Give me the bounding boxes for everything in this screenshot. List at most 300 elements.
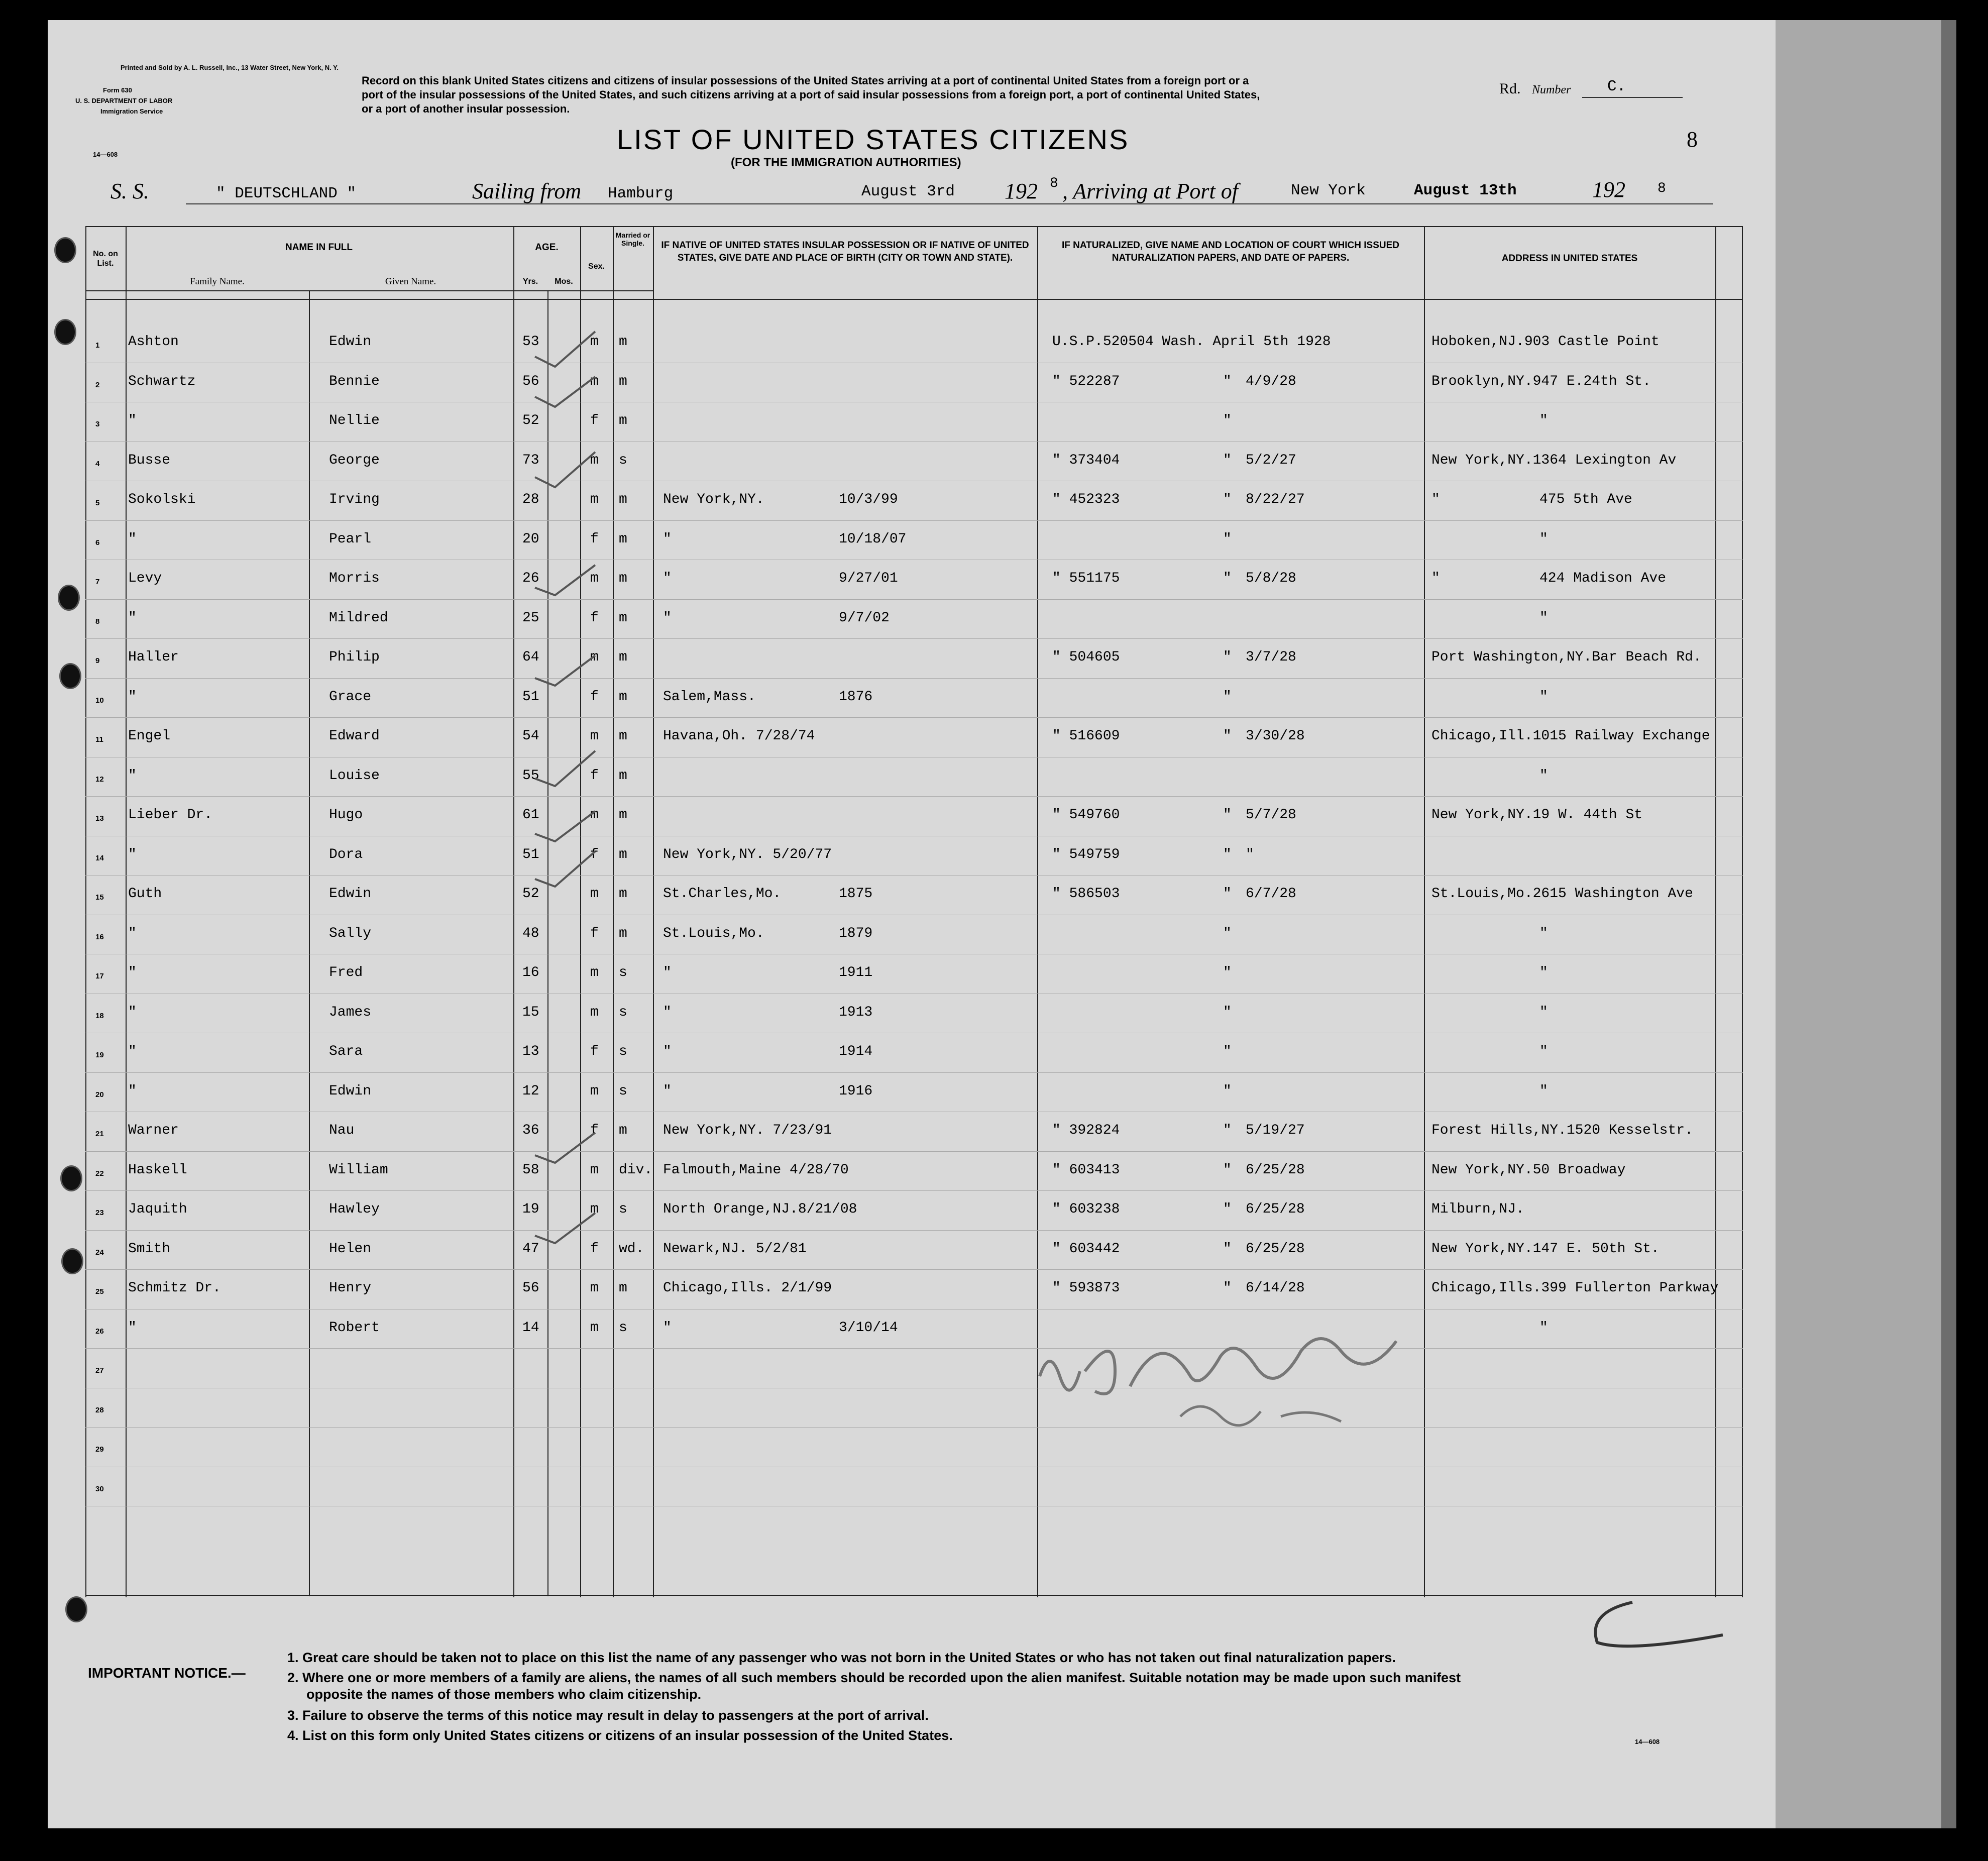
row-number: 27 xyxy=(95,1366,104,1375)
table-row xyxy=(85,561,1743,600)
marital-status: m xyxy=(619,689,627,705)
age-years: 52 xyxy=(522,886,539,902)
address-city: Brooklyn,NY.947 E.24th St. xyxy=(1431,373,1651,389)
binder-hole xyxy=(60,1165,82,1191)
given-name: Louise xyxy=(329,768,380,784)
row-rule xyxy=(85,1427,1743,1428)
departure-date: August 3rd xyxy=(861,183,955,200)
family-name: Levy xyxy=(128,571,162,586)
age-years: 16 xyxy=(522,965,539,980)
naturalization-date: 5/7/28 xyxy=(1246,807,1296,823)
table-row xyxy=(85,324,1743,364)
given-name: Sara xyxy=(329,1044,363,1059)
ship-name: " DEUTSCHLAND " xyxy=(216,185,357,202)
table-row xyxy=(85,1468,1743,1507)
age-years: 14 xyxy=(522,1320,539,1336)
row-number: 25 xyxy=(95,1287,104,1296)
table-row xyxy=(85,403,1743,443)
given-name: Philip xyxy=(329,649,380,665)
naturalization-court: " xyxy=(1223,1004,1232,1020)
address-street: 475 5th Ave xyxy=(1539,492,1632,507)
department: U. S. DEPARTMENT OF LABOR xyxy=(75,97,173,104)
naturalization-court: " xyxy=(1223,689,1232,705)
given-name: Mildred xyxy=(329,610,388,626)
col-header-naturalized: IF NATURALIZED, GIVE NAME AND LOCATION OF COURT WHICH ISSUED NATURALIZATION PAPERS, AND DATE OF PAPERS. xyxy=(1061,240,1399,263)
handwritten-signature xyxy=(1030,1316,1482,1437)
naturalization-court: " xyxy=(1223,965,1232,980)
birth-place: New York,NY. 7/23/91 xyxy=(663,1123,832,1138)
naturalization-court: " xyxy=(1223,373,1232,389)
address-city: Hoboken,NJ.903 Castle Point xyxy=(1431,334,1660,350)
year-prefix-2: 192 xyxy=(1592,177,1625,202)
age-years: 15 xyxy=(522,1004,539,1020)
record-instructions-3: or a port of another insular possession. xyxy=(362,102,570,115)
given-name: Helen xyxy=(329,1241,372,1257)
arrival-port: New York xyxy=(1291,182,1366,199)
address-street: 424 Madison Ave xyxy=(1539,571,1667,586)
family-name: Ashton xyxy=(128,334,179,350)
given-name: Morris xyxy=(329,571,380,586)
service: Immigration Service xyxy=(100,107,163,115)
sex: m xyxy=(590,649,599,665)
row-rule xyxy=(85,1269,1743,1270)
age-years: 47 xyxy=(522,1241,539,1257)
birth-place: Havana,Oh. 7/28/74 xyxy=(663,728,815,744)
table-row xyxy=(85,1310,1743,1350)
naturalization-number: " 593873 xyxy=(1052,1280,1120,1296)
naturalization-court: " xyxy=(1223,531,1232,547)
row-number: 19 xyxy=(95,1051,104,1059)
birth-date: 1876 xyxy=(839,689,873,705)
row-number: 12 xyxy=(95,775,104,784)
row-number: 16 xyxy=(95,932,104,941)
sailing-label: Sailing from xyxy=(472,179,582,203)
sex: m xyxy=(590,1162,599,1178)
address-street: " xyxy=(1539,925,1548,941)
marital-status: m xyxy=(619,886,627,902)
family-name: " xyxy=(128,1044,137,1059)
col-header-mos: Mos. xyxy=(555,277,573,286)
naturalization-court: " xyxy=(1223,649,1232,665)
table-top-rule xyxy=(85,226,1743,227)
table-row xyxy=(85,1191,1743,1231)
row-rule xyxy=(85,717,1743,718)
row-rule xyxy=(85,638,1743,639)
naturalization-number: " 603413 xyxy=(1052,1162,1120,1178)
marital-status: m xyxy=(619,1280,627,1296)
naturalization-number: " 504605 xyxy=(1052,649,1120,665)
naturalization-number: " 549759 xyxy=(1052,846,1120,862)
naturalization-date: 5/2/27 xyxy=(1246,452,1296,468)
marital-status: m xyxy=(619,610,627,626)
address-street: " xyxy=(1539,1320,1548,1336)
naturalization-court: " xyxy=(1223,925,1232,941)
age-years: 25 xyxy=(522,610,539,626)
marital-status: m xyxy=(619,649,627,665)
naturalization-number: " 452323 xyxy=(1052,492,1120,507)
binder-hole xyxy=(54,319,76,345)
col-header-married: Married or Single. xyxy=(615,231,650,247)
binder-hole xyxy=(58,585,80,611)
naturalization-court: " xyxy=(1223,1083,1232,1099)
sex: f xyxy=(590,689,599,705)
table-row xyxy=(85,482,1743,521)
table-bottom-rule xyxy=(85,1595,1743,1596)
family-name: Haller xyxy=(128,649,179,665)
given-name: George xyxy=(329,452,380,468)
header-mid-rule xyxy=(85,290,653,291)
family-name: " xyxy=(128,1083,137,1099)
row-number: 28 xyxy=(95,1405,104,1414)
table-row xyxy=(85,995,1743,1034)
form-code: 14—608 xyxy=(93,151,118,158)
naturalization-number: U.S.P.520504 Wash. April 5th 1928 xyxy=(1052,334,1331,350)
age-years: 56 xyxy=(522,1280,539,1296)
family-name: " xyxy=(128,768,137,784)
rd-label: Rd. xyxy=(1499,80,1521,97)
table-row xyxy=(85,679,1743,719)
birth-date: 10/18/07 xyxy=(839,531,907,547)
family-name: Jaquith xyxy=(128,1201,187,1217)
marital-status: s xyxy=(619,1044,627,1059)
birth-place: Chicago,Ills. 2/1/99 xyxy=(663,1280,832,1296)
age-years: 52 xyxy=(522,413,539,428)
printer-line: Printed and Sold by A. L. Russell, Inc., 13 Water Street, New York, N. Y. xyxy=(121,64,339,71)
naturalization-number: " 522287 xyxy=(1052,373,1120,389)
col-header-name: NAME IN FULL xyxy=(285,242,353,253)
notice-form-code: 14—608 xyxy=(1635,1738,1660,1745)
row-number: 11 xyxy=(95,735,103,744)
row-number: 14 xyxy=(95,853,104,862)
naturalization-court: " xyxy=(1223,413,1232,428)
sex: f xyxy=(590,610,599,626)
birth-place: Salem,Mass. xyxy=(663,689,756,705)
row-number: 26 xyxy=(95,1327,104,1336)
given-name: James xyxy=(329,1004,372,1020)
notice-item-2b: opposite the names of those members who claim citizenship. xyxy=(306,1687,702,1702)
birth-date: 1911 xyxy=(839,965,873,980)
birth-date: 1879 xyxy=(839,925,873,941)
number-value: C. xyxy=(1607,78,1626,95)
sex: m xyxy=(590,492,599,507)
naturalization-date: 6/14/28 xyxy=(1246,1280,1305,1296)
col-header-address: ADDRESS IN UNITED STATES xyxy=(1501,253,1638,264)
notice-item-3: 3. Failure to observe the terms of this notice may result in delay to passengers at the port of arrival. xyxy=(287,1708,929,1723)
address-city: " xyxy=(1431,571,1440,586)
table-row xyxy=(85,600,1743,640)
marital-status: s xyxy=(619,965,627,980)
naturalization-date: 6/25/28 xyxy=(1246,1201,1305,1217)
row-number: 7 xyxy=(95,578,100,586)
sex: f xyxy=(590,925,599,941)
row-number: 22 xyxy=(95,1169,104,1178)
birth-date: 1913 xyxy=(839,1004,873,1020)
year-suffix-2: 8 xyxy=(1658,181,1666,196)
row-number: 18 xyxy=(95,1011,104,1020)
given-name: Edwin xyxy=(329,886,372,902)
age-years: 20 xyxy=(522,531,539,547)
given-name: Bennie xyxy=(329,373,380,389)
given-name: Sally xyxy=(329,925,372,941)
notice-item-2a: 2. Where one or more members of a family are aliens, the names of all such members should be recorded upon the alien manifest. Suitable notation may be made upon such manifest xyxy=(287,1670,1461,1685)
family-name: Lieber Dr. xyxy=(128,807,213,823)
birth-place: North Orange,NJ.8/21/08 xyxy=(663,1201,857,1217)
family-name: " xyxy=(128,689,137,705)
naturalization-court: " xyxy=(1223,492,1232,507)
naturalization-court: " xyxy=(1223,571,1232,586)
notice-item-1: 1. Great care should be taken not to place on this list the name of any passenger who was not born in the United States or who has not taken out final naturalization papers. xyxy=(287,1650,1396,1665)
departure-port: Hamburg xyxy=(608,185,674,202)
col-header-sex: Sex. xyxy=(588,262,605,271)
sex: f xyxy=(590,413,599,428)
address-street: " xyxy=(1539,1044,1548,1059)
age-years: 28 xyxy=(522,492,539,507)
sex: m xyxy=(590,886,599,902)
marital-status: m xyxy=(619,531,627,547)
birth-place: St.Charles,Mo. xyxy=(663,886,782,902)
row-rule xyxy=(85,520,1743,521)
birth-place: " xyxy=(663,1004,672,1020)
birth-date: 1875 xyxy=(839,886,873,902)
marital-status: m xyxy=(619,334,627,350)
row-number: 2 xyxy=(95,380,100,389)
age-years: 19 xyxy=(522,1201,539,1217)
birth-place: " xyxy=(663,531,672,547)
naturalization-court: " xyxy=(1223,1201,1232,1217)
row-rule xyxy=(85,1190,1743,1191)
marital-status: m xyxy=(619,571,627,586)
sex: m xyxy=(590,728,599,744)
birth-place: " xyxy=(663,965,672,980)
birth-date: 1916 xyxy=(839,1083,873,1099)
record-instructions-2: port of the insular possessions of the United States, and such citizens arriving at a port of said insular possessions from a foreign port, a port of continental United States, xyxy=(362,88,1260,101)
row-rule xyxy=(85,1348,1743,1349)
birth-place: Falmouth,Maine 4/28/70 xyxy=(663,1162,849,1178)
row-rule xyxy=(85,1230,1743,1231)
page-title: LIST OF UNITED STATES CITIZENS xyxy=(617,124,1130,155)
marital-status: m xyxy=(619,492,627,507)
naturalization-date: 6/7/28 xyxy=(1246,886,1296,902)
address-city: St.Louis,Mo.2615 Washington Ave xyxy=(1431,886,1693,902)
age-years: 61 xyxy=(522,807,539,823)
age-years: 55 xyxy=(522,768,539,784)
marital-status: m xyxy=(619,373,627,389)
naturalization-number: " 586503 xyxy=(1052,886,1120,902)
birth-place: " xyxy=(663,1320,672,1336)
given-name: Henry xyxy=(329,1280,372,1296)
row-number: 21 xyxy=(95,1130,104,1138)
marital-status: s xyxy=(619,1320,627,1336)
ss-label: S. S. xyxy=(111,179,149,203)
citizens-table xyxy=(85,201,1743,1615)
table-row xyxy=(85,1231,1743,1271)
table-row xyxy=(85,1113,1743,1152)
table-row xyxy=(85,1152,1743,1192)
naturalization-court: " xyxy=(1223,728,1232,744)
age-years: 36 xyxy=(522,1123,539,1138)
age-years: 58 xyxy=(522,1162,539,1178)
naturalization-number: " 516609 xyxy=(1052,728,1120,744)
given-name: Grace xyxy=(329,689,372,705)
naturalization-court: " xyxy=(1223,1044,1232,1059)
binder-hole xyxy=(59,663,81,689)
birth-place: " xyxy=(663,1083,672,1099)
row-number: 20 xyxy=(95,1090,104,1099)
marital-status: m xyxy=(619,1123,627,1138)
sex: m xyxy=(590,1083,599,1099)
record-instructions-1: Record on this blank United States citizens and citizens of insular possessions of the United States arriving at a port of continental United States from a foreign port or a xyxy=(362,74,1249,87)
naturalization-date: 6/25/28 xyxy=(1246,1241,1305,1257)
given-name: Nellie xyxy=(329,413,380,428)
sex: f xyxy=(590,1123,599,1138)
marital-status: m xyxy=(619,807,627,823)
naturalization-date: 5/19/27 xyxy=(1246,1123,1305,1138)
page-subtitle: (FOR THE IMMIGRATION AUTHORITIES) xyxy=(731,156,961,169)
address-city: " xyxy=(1431,492,1440,507)
birth-place: " xyxy=(663,1044,672,1059)
age-years: 64 xyxy=(522,649,539,665)
family-name: " xyxy=(128,610,137,626)
col-header-given: Given Name. xyxy=(385,276,436,287)
sex: m xyxy=(590,1320,599,1336)
naturalization-date: 6/25/28 xyxy=(1246,1162,1305,1178)
age-years: 12 xyxy=(522,1083,539,1099)
row-rule xyxy=(85,678,1743,679)
sex: m xyxy=(590,373,599,389)
table-row xyxy=(85,797,1743,837)
row-number: 6 xyxy=(95,538,100,547)
row-number: 30 xyxy=(95,1484,104,1493)
binder-hole xyxy=(61,1248,83,1274)
address-city: New York,NY.1364 Lexington Av xyxy=(1431,452,1677,468)
naturalization-number: " 392824 xyxy=(1052,1123,1120,1138)
table-row xyxy=(85,1073,1743,1113)
notice-label: IMPORTANT NOTICE.— xyxy=(88,1665,246,1681)
address-city: Milburn,NJ. xyxy=(1431,1201,1524,1217)
table-row xyxy=(85,1270,1743,1310)
sex: m xyxy=(590,965,599,980)
given-name: Pearl xyxy=(329,531,372,547)
naturalization-date: 4/9/28 xyxy=(1246,373,1296,389)
year-prefix-1: 192 xyxy=(1005,179,1038,203)
sex: f xyxy=(590,531,599,547)
birth-date: 9/27/01 xyxy=(839,571,898,586)
table-row xyxy=(85,364,1743,403)
table-row xyxy=(85,837,1743,877)
table-row xyxy=(85,758,1743,798)
age-years: 51 xyxy=(522,689,539,705)
address-city: New York,NY.147 E. 50th St. xyxy=(1431,1241,1660,1257)
naturalization-court: " xyxy=(1223,1241,1232,1257)
naturalization-number: " 603238 xyxy=(1052,1201,1120,1217)
row-number: 8 xyxy=(95,617,100,626)
address-city: New York,NY.19 W. 44th St xyxy=(1431,807,1643,823)
row-number: 10 xyxy=(95,696,104,705)
page-edge-stack xyxy=(1776,20,1941,1828)
naturalization-court: " xyxy=(1223,886,1232,902)
table-row xyxy=(85,521,1743,561)
given-name: Irving xyxy=(329,492,380,507)
row-rule xyxy=(85,1151,1743,1152)
row-rule xyxy=(85,1072,1743,1073)
birth-place: " xyxy=(663,571,672,586)
address-street: " xyxy=(1539,610,1548,626)
family-name: " xyxy=(128,1320,137,1336)
given-name: William xyxy=(329,1162,388,1178)
sex: f xyxy=(590,768,599,784)
col-header-family: Family Name. xyxy=(190,276,245,287)
marital-status: m xyxy=(619,413,627,428)
marital-status: s xyxy=(619,1004,627,1020)
naturalization-number: " 603442 xyxy=(1052,1241,1120,1257)
naturalization-number: " 551175 xyxy=(1052,571,1120,586)
family-name: Schmitz Dr. xyxy=(128,1280,221,1296)
sex: m xyxy=(590,1201,599,1217)
sex: f xyxy=(590,846,599,862)
birth-date: 9/7/02 xyxy=(839,610,890,626)
col-header-no: No. on List. xyxy=(93,250,118,268)
marital-status: s xyxy=(619,452,627,468)
table-row xyxy=(85,1034,1743,1073)
marital-status: m xyxy=(619,768,627,784)
row-number: 13 xyxy=(95,814,104,823)
family-name: " xyxy=(128,965,137,980)
handwritten-check-marks xyxy=(520,326,653,1306)
naturalization-number: " 373404 xyxy=(1052,452,1120,468)
table-row xyxy=(85,443,1743,482)
naturalization-date: 3/30/28 xyxy=(1246,728,1305,744)
age-years: 13 xyxy=(522,1044,539,1059)
age-years: 48 xyxy=(522,925,539,941)
sex: m xyxy=(590,807,599,823)
header-bottom-rule xyxy=(85,299,1743,300)
given-name: Edward xyxy=(329,728,380,744)
address-city: Port Washington,NY.Bar Beach Rd. xyxy=(1431,649,1702,665)
birth-date: 3/10/14 xyxy=(839,1320,898,1336)
arrival-date: August 13th xyxy=(1414,182,1517,199)
address-street: " xyxy=(1539,1083,1548,1099)
birth-date: 10/3/99 xyxy=(839,492,898,507)
table-row xyxy=(85,639,1743,679)
family-name: Sokolski xyxy=(128,492,196,507)
row-number: 15 xyxy=(95,893,104,902)
binder-hole xyxy=(54,237,76,263)
given-name: Hugo xyxy=(329,807,363,823)
col-header-age: AGE. xyxy=(535,242,559,253)
given-name: Hawley xyxy=(329,1201,380,1217)
address-city: Chicago,Ills.399 Fullerton Parkway xyxy=(1431,1280,1719,1296)
table-row xyxy=(85,876,1743,916)
row-number: 23 xyxy=(95,1209,104,1217)
address-city: Chicago,Ill.1015 Railway Exchange xyxy=(1431,728,1710,744)
address-city: New York,NY.50 Broadway xyxy=(1431,1162,1626,1178)
given-name: Dora xyxy=(329,846,363,862)
notice-item-4: 4. List on this form only United States citizens or citizens of an insular possession of the United States. xyxy=(287,1728,953,1743)
birth-place: New York,NY. xyxy=(663,492,764,507)
number-underline xyxy=(1582,97,1683,98)
given-name: Edwin xyxy=(329,334,372,350)
row-number: 9 xyxy=(95,656,100,665)
family-name: Smith xyxy=(128,1241,171,1257)
naturalization-court: " xyxy=(1223,846,1232,862)
col-header-yrs: Yrs. xyxy=(522,277,538,286)
family-name: " xyxy=(128,846,137,862)
year-suffix-1: 8 xyxy=(1050,176,1058,191)
family-name: Warner xyxy=(128,1123,179,1138)
handwritten-c-mark xyxy=(1547,1597,1728,1658)
given-name: Robert xyxy=(329,1320,380,1336)
family-name: Busse xyxy=(128,452,171,468)
